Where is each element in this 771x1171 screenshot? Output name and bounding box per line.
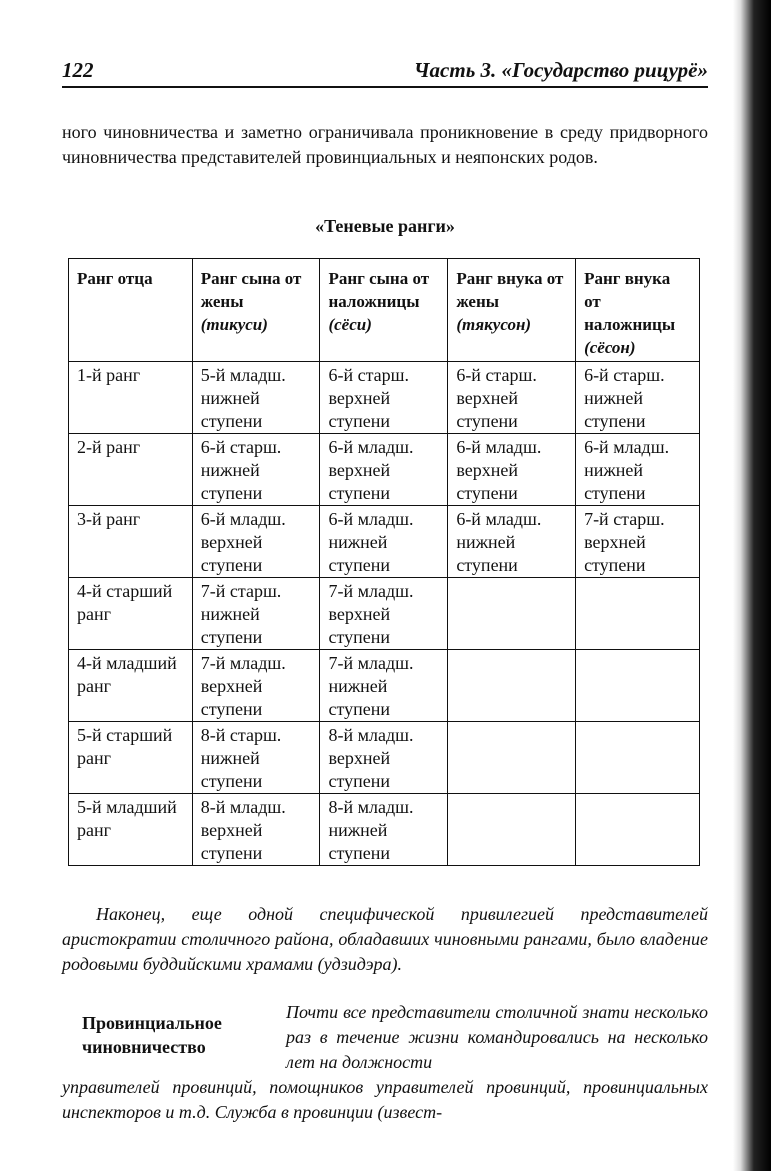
running-header <box>62 58 708 88</box>
header-cell: Ранг сына от наложницы (сёси) <box>320 259 448 362</box>
table-header-row <box>69 259 700 362</box>
table-cell <box>448 650 576 722</box>
table-row <box>69 362 700 434</box>
table-cell: 7-й младш. верхней ступени <box>192 650 320 722</box>
table-cell: 6-й младш. нижней ступени <box>576 434 700 506</box>
table-cell: 6-й старш. нижней ступени <box>192 434 320 506</box>
table-cell: 6-й старш. верхней ступени <box>320 362 448 434</box>
table-title: «Теневые ранги» <box>315 216 455 236</box>
table-cell: 7-й старш. нижней ступени <box>192 578 320 650</box>
header-cell: Ранг внука от жены (тякусон) <box>448 259 576 362</box>
table-cell: 5-й младш. нижней ступени <box>192 362 320 434</box>
page-edge-shadow <box>733 0 771 1171</box>
table-row <box>69 794 700 866</box>
table-cell: 6-й младш. верхней ступени <box>320 434 448 506</box>
side-heading: Провинциальное чиновничество <box>82 1013 222 1057</box>
table-cell: 4-й младший ранг <box>69 650 193 722</box>
table-cell: 8-й старш. нижней ступени <box>192 722 320 794</box>
header-cell: Ранг внука от наложницы (сёсон) <box>576 259 700 362</box>
table-cell: 6-й младш. верхней ступени <box>192 506 320 578</box>
table-cell <box>576 794 700 866</box>
table-cell: 6-й старш. нижней ступени <box>576 362 700 434</box>
table-cell <box>448 794 576 866</box>
paragraph-privilege: Наконец, еще одной специфической привилегией представителей аристократии столичного района, обладавших чиновными рангами, было владение родовыми буддийскими храмами (удзидэра). <box>62 904 708 974</box>
table-cell: 7-й старш. верхней ступени <box>576 506 700 578</box>
table-row <box>69 506 700 578</box>
table-cell: 6-й младш. верхней ступени <box>448 434 576 506</box>
table-cell: 3-й ранг <box>69 506 193 578</box>
paragraph-side: Почти все представители столичной знати несколько раз в течение жизни командировались на несколько лет на должности <box>286 1002 708 1072</box>
table-cell: 8-й младш. верхней ступени <box>320 722 448 794</box>
table-cell: 6-й старш. верхней ступени <box>448 362 576 434</box>
table-row <box>69 578 700 650</box>
table-cell: 8-й младш. нижней ступени <box>320 794 448 866</box>
table-cell <box>576 578 700 650</box>
table-cell <box>448 578 576 650</box>
paragraph-bottom: управителей провинций, помощников управителей провинций, провинциальных инспекторов и т.д. Служба в провинции (извест- <box>62 1077 708 1122</box>
header-cell: Ранг сына от жены (тикуси) <box>192 259 320 362</box>
table-cell <box>576 722 700 794</box>
table-cell: 5-й младший ранг <box>69 794 193 866</box>
intro-paragraph: ного чиновничества и заметно ограничивала проникновение в среду придворного чиновничества представителей провинциальных и неяпонских родов. <box>62 122 708 167</box>
table-row <box>69 722 700 794</box>
table-cell: 6-й младш. нижней ступени <box>448 506 576 578</box>
table-cell: 4-й старший ранг <box>69 578 193 650</box>
table-row <box>69 434 700 506</box>
table-cell: 2-й ранг <box>69 434 193 506</box>
table-cell: 7-й младш. верхней ступени <box>320 578 448 650</box>
table-cell: 1-й ранг <box>69 362 193 434</box>
running-title: Часть 3. «Государство рицурё» <box>413 58 708 82</box>
table-cell: 6-й младш. нижней ступени <box>320 506 448 578</box>
page-number: 122 <box>62 58 94 82</box>
table-cell <box>576 650 700 722</box>
table-cell: 7-й младш. нижней ступени <box>320 650 448 722</box>
table-cell: 5-й старший ранг <box>69 722 193 794</box>
shadow-ranks-table <box>68 258 700 866</box>
table-cell <box>448 722 576 794</box>
table-cell: 8-й младш. верхней ступени <box>192 794 320 866</box>
header-cell: Ранг отца <box>69 259 193 362</box>
table-row <box>69 650 700 722</box>
